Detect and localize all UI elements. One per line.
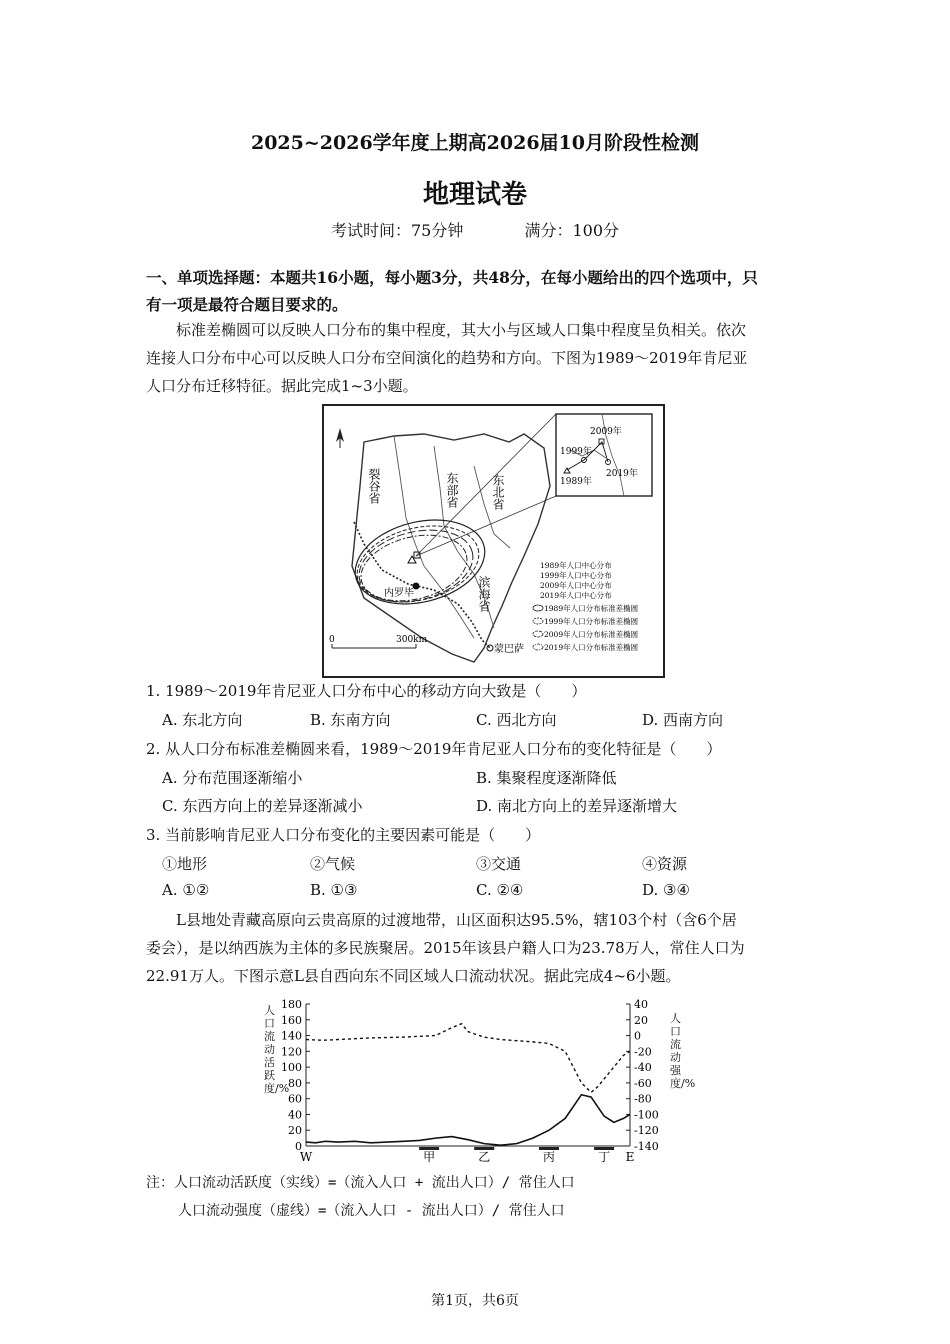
- north-arrow-icon: [336, 428, 344, 448]
- option-text: D. 西南方向: [642, 711, 724, 729]
- chart-axes: [306, 1004, 630, 1146]
- left-tick-label: 60: [288, 1092, 302, 1106]
- legend-item: 2019年人口分布标准差椭圆: [544, 643, 639, 652]
- section-heading: [146, 264, 808, 318]
- option-text: B. ①③: [310, 881, 358, 899]
- exam-score: 满分：100分: [524, 221, 619, 240]
- option-text: D. 南北方向上的差异逐渐增大: [476, 797, 678, 815]
- passage-2-line: 委会），是以纳西族为主体的多民族聚居。2015年该县户籍人口为23.78万人，常住人口为: [146, 939, 745, 957]
- left-tick-label: 120: [281, 1045, 302, 1059]
- passage-2-line: L县地处青藏高原向云贵高原的过渡地带，山区面积达95.5%，辖103个村（含6个居: [176, 911, 737, 929]
- left-tick-label: 40: [288, 1108, 302, 1122]
- right-tick-label: -20: [634, 1045, 652, 1059]
- population-flow-chart: [258, 996, 696, 1168]
- x-tick-label: E: [625, 1150, 635, 1164]
- exam-time: 考试时间：75分钟: [330, 221, 464, 240]
- option-text: A. 东北方向: [162, 711, 243, 729]
- option-text: C. ②④: [476, 881, 524, 899]
- legend-item: 2009年人口分布标准差椭圆: [544, 630, 639, 639]
- chart-series: [306, 1024, 630, 1145]
- right-tick-label: -40: [634, 1061, 652, 1075]
- province-label: 东北省: [491, 474, 505, 510]
- x-tick-label: W: [299, 1150, 313, 1164]
- legend-item: 2009年人口中心分布: [540, 581, 612, 590]
- inset-year-label: 1989年: [560, 477, 592, 487]
- right-tick-label: -100: [634, 1108, 659, 1122]
- option-text: B. 集聚程度逐渐降低: [476, 769, 617, 787]
- province-label: 东部省: [445, 472, 459, 508]
- left-tick-label: 180: [281, 998, 302, 1011]
- x-tick-label: 丁: [598, 1150, 611, 1164]
- legend-item: 2019年人口中心分布: [540, 591, 612, 600]
- svg-text:300km: 300km: [396, 635, 428, 645]
- chart-note-1: 注：人口流动活跃度（实线）=（流入人口 + 流出人口）/ 常住人口: [146, 1175, 575, 1191]
- right-tick-label: -80: [634, 1092, 652, 1106]
- left-tick-label: 140: [281, 1029, 302, 1043]
- kenya-map: [324, 406, 663, 676]
- exam-meta: [0, 218, 950, 241]
- population-flow-chart-svg: [258, 996, 668, 1168]
- left-tick-label: 20: [288, 1124, 302, 1138]
- passage-2: [146, 906, 808, 990]
- right-tick-label: -140: [634, 1140, 659, 1153]
- section-heading-line1: 一、单项选择题：本题共16小题，每小题3分，共48分，在每小题给出的四个选项中，只: [146, 268, 758, 287]
- x-tick-label: 甲: [423, 1150, 436, 1164]
- section-heading-line2: 有一项是最符合题目要求的。: [146, 295, 348, 314]
- option-text: D. ③④: [642, 881, 690, 899]
- passage-1: [146, 316, 808, 400]
- question-1-stem: 1. 1989～2019年肯尼亚人口分布中心的移动方向大致是（ ）: [146, 682, 587, 700]
- factor-text: ①地形: [162, 855, 208, 873]
- x-tick-label: 乙: [478, 1150, 491, 1164]
- inset-map: [556, 414, 652, 496]
- svg-text:0: 0: [329, 635, 335, 645]
- province-label: 裂谷省: [367, 468, 381, 504]
- factor-text: ④资源: [642, 855, 688, 873]
- legend-item: 1999年人口分布标准差椭圆: [544, 617, 639, 626]
- option-text: A. 分布范围逐渐缩小: [162, 769, 303, 787]
- right-tick-label: 20: [634, 1013, 648, 1027]
- legend-item: 1989年人口分布标准差椭圆: [544, 604, 639, 613]
- kenya-map-figure: [322, 404, 665, 678]
- scale-bar: [329, 635, 428, 648]
- inset-year-label: 2009年: [590, 427, 622, 437]
- right-tick-label: -120: [634, 1124, 659, 1138]
- activity-line: [306, 1095, 630, 1145]
- passage-1-line: 人口分布迁移特征。据此完成1~3小题。: [146, 377, 418, 395]
- left-tick-label: 80: [288, 1076, 302, 1090]
- option-text: C. 西北方向: [476, 711, 557, 729]
- chart-note-2: 人口流动强度（虚线）=（流入人口 - 流出人口）/ 常住人口: [178, 1203, 565, 1219]
- exam-title: 2025~2026学年度上期高2026届10月阶段性检测: [250, 132, 699, 154]
- map-legend: [533, 560, 638, 652]
- option-text: B. 东南方向: [310, 711, 391, 729]
- passage-1-line: 连接人口分布中心可以反映人口分布空间演化的趋势和方向。下图为1989～2019年肯尼亚: [146, 349, 748, 367]
- question-2-stem: 2. 从人口分布标准差椭圆来看，1989～2019年肯尼亚人口分布的变化特征是（ ）: [146, 740, 722, 758]
- right-tick-label: 0: [634, 1029, 641, 1043]
- option-text: C. 东西方向上的差异逐渐减小: [162, 797, 363, 815]
- left-tick-label: 100: [281, 1061, 302, 1075]
- factor-text: ③交通: [476, 855, 522, 873]
- legend-item: 1999年人口中心分布: [540, 571, 612, 580]
- city-label: 内罗毕: [384, 588, 414, 599]
- left-tick-label: 160: [281, 1013, 302, 1027]
- left-tick-label: 0: [295, 1140, 302, 1153]
- page-footer: 第1页，共6页: [431, 1293, 519, 1309]
- legend-item: 1989年人口中心分布: [540, 561, 612, 570]
- right-tick-label: 40: [634, 998, 648, 1011]
- inset-year-label: 2019年: [606, 469, 638, 479]
- intensity-line: [306, 1024, 630, 1093]
- right-tick-label: -60: [634, 1076, 652, 1090]
- factor-text: ②气候: [310, 855, 356, 873]
- x-tick-label: 丙: [542, 1150, 556, 1164]
- subject-title: 地理试卷: [422, 180, 527, 210]
- option-text: A. ①②: [162, 881, 210, 899]
- inset-year-label: 1999年: [560, 447, 592, 457]
- right-axis-label: 人口流动强度/%: [670, 1012, 696, 1090]
- chart-ticks: [281, 998, 659, 1164]
- city-label: 蒙巴萨: [494, 644, 524, 655]
- passage-1-line: 标准差椭圆可以反映人口分布的集中程度，其大小与区域人口集中程度呈负相关。依次: [176, 321, 747, 339]
- passage-2-line: 22.91万人。下图示意L县自西向东不同区域人口流动状况。据此完成4~6小题。: [146, 967, 681, 985]
- province-label: 滨海省: [477, 576, 491, 612]
- question-3-stem: 3. 当前影响肯尼亚人口分布变化的主要因素可能是（ ）: [146, 826, 541, 844]
- left-axis-label: 人口流动活跃度/%: [264, 1004, 290, 1095]
